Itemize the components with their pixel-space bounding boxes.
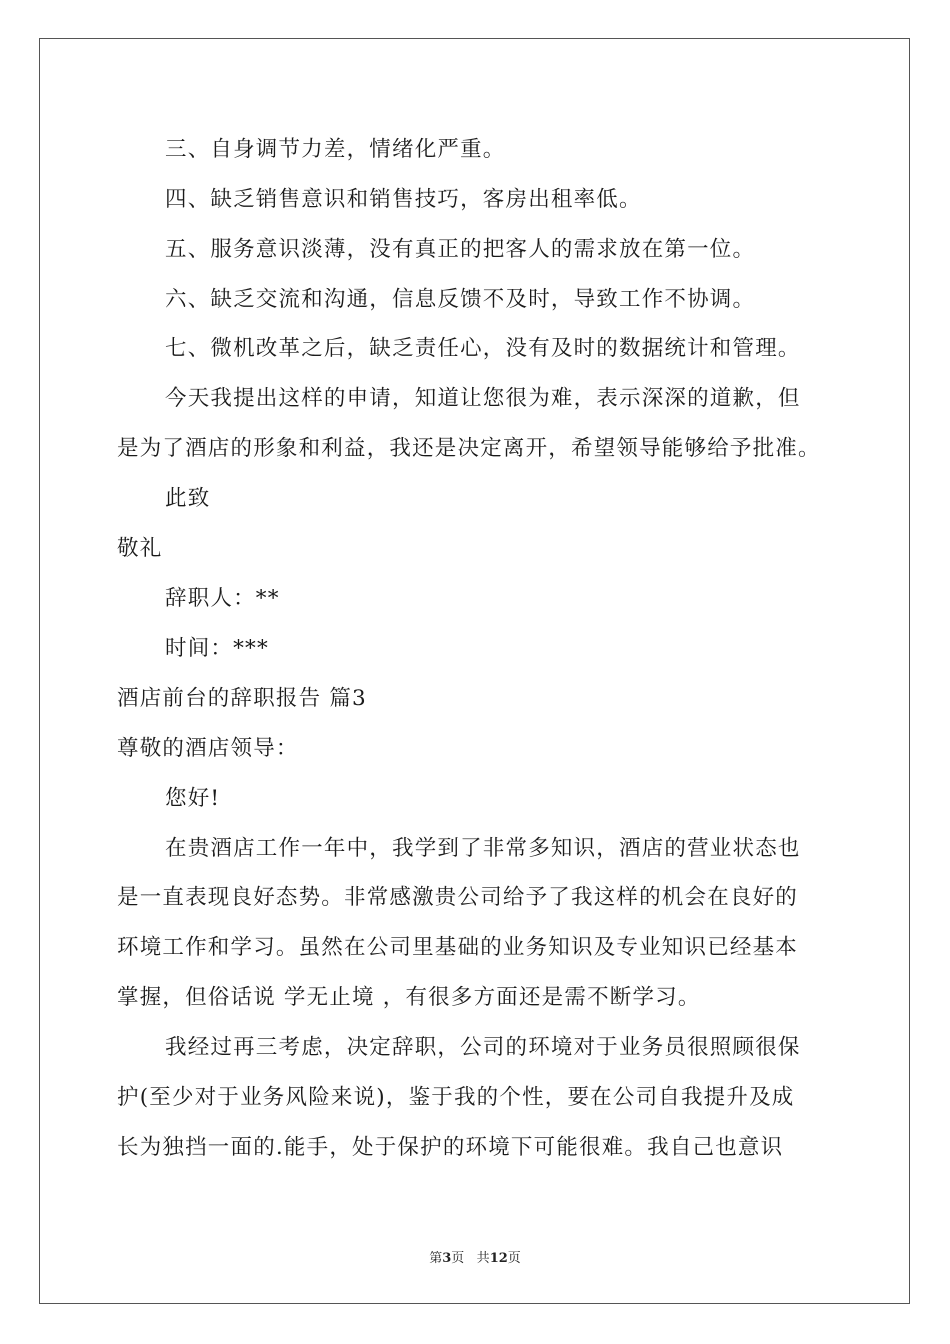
text-line-21: 长为独挡一面的.能手，处于保护的环境下可能很难。我自己也意识 [117, 1135, 784, 1160]
greeting-line: 您好! [165, 786, 221, 811]
footer-total-number: 12 [489, 1251, 508, 1266]
resigner-line: 辞职人：** [165, 586, 280, 611]
text-line-18: 掌握，但俗话说 学无止境 ，有很多方面还是需不断学习。 [117, 985, 701, 1010]
text-line-15: 在贵酒店工作一年中，我学到了非常多知识，酒店的营业状态也 [165, 836, 801, 861]
text-line-20: 护(至少对于业务风险来说)，鉴于我的个性，要在公司自我提升及成 [117, 1085, 795, 1110]
section-title: 酒店前台的辞职报告 篇3 [117, 686, 367, 711]
text-line-2: 四、缺乏销售意识和销售技巧，客房出租率低。 [165, 187, 642, 212]
footer-page-prefix: 第 [429, 1251, 443, 1266]
footer-total-suffix: 页 [507, 1251, 521, 1266]
addressee-line: 尊敬的酒店领导： [117, 736, 299, 761]
salutation-respect: 敬礼 [117, 536, 163, 561]
text-line-1: 三、自身调节力差，情绪化严重。 [165, 137, 506, 162]
text-line-16: 是一直表现良好态势。非常感激贵公司给予了我这样的机会在良好的 [117, 885, 799, 910]
text-line-3: 五、服务意识淡薄，没有真正的把客人的需求放在第一位。 [165, 237, 756, 262]
page-frame [39, 38, 910, 1304]
text-line-5: 七、微机改革之后，缺乏责任心，没有及时的数据统计和管理。 [165, 336, 801, 361]
footer-total-prefix: 共 [476, 1251, 490, 1266]
text-line-19: 我经过再三考虑，决定辞职，公司的环境对于业务员很照顾很保 [165, 1035, 801, 1060]
footer-page-number: 3 [442, 1251, 452, 1266]
text-line-7: 是为了酒店的形象和利益，我还是决定离开，希望领导能够给予批准。 [117, 436, 821, 461]
closing-phrase: 此致 [165, 486, 211, 511]
date-line: 时间：*** [165, 636, 269, 661]
text-line-6: 今天我提出这样的申请，知道让您很为难，表示深深的道歉，但 [165, 386, 801, 411]
footer-page-suffix: 页 [451, 1251, 465, 1266]
text-line-4: 六、缺乏交流和沟通，信息反馈不及时，导致工作不协调。 [165, 287, 756, 312]
text-line-17: 环境工作和学习。虽然在公司里基础的业务知识及专业知识已经基本 [117, 935, 799, 960]
page-footer [0, 1247, 950, 1266]
